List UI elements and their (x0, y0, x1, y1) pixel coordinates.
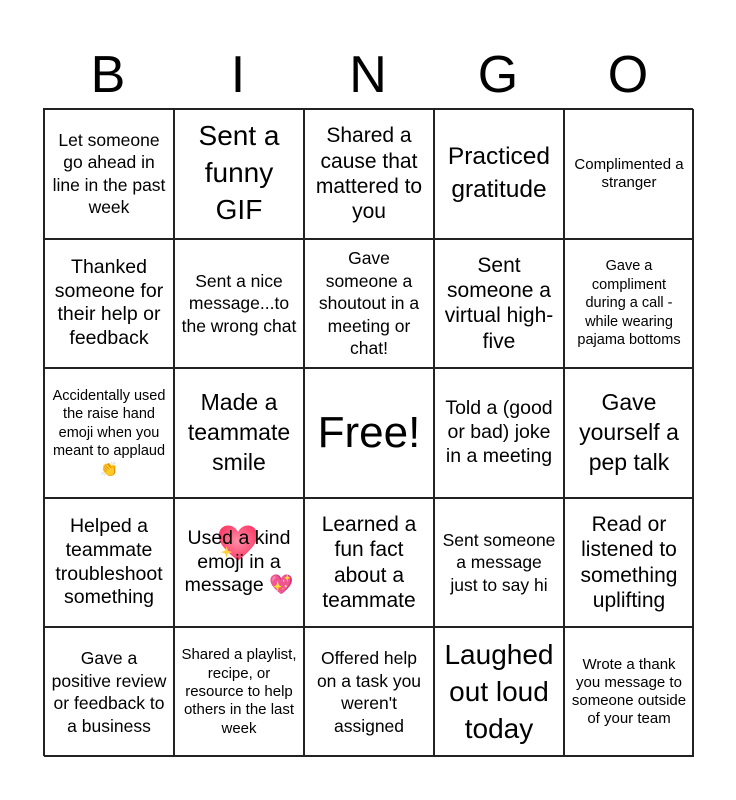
bingo-cell[interactable] (174, 109, 304, 239)
cell-text: Offered help on a task you weren't assigned (316, 648, 422, 736)
bingo-cell[interactable] (434, 627, 564, 757)
cell-text: Read or listened to something uplifting (580, 513, 678, 612)
cell-text: Shared a playlist, recipe, or resource to help others in the last week (181, 646, 297, 737)
bingo-header (43, 42, 693, 108)
bingo-cell[interactable] (304, 498, 434, 628)
bingo-cell[interactable] (304, 239, 434, 369)
cell-text: Gave a compliment during a call - while wearing pajama bottoms (577, 258, 681, 349)
bingo-cell[interactable] (304, 627, 434, 757)
cell-text: Accidentally used the raise hand emoji when you meant to applaud 👏 (52, 387, 166, 478)
cell-text: Made a teammate smile (187, 389, 291, 475)
cell-text: Wrote a thank you message to someone outside of your team (571, 655, 687, 728)
bingo-cell[interactable] (44, 239, 174, 369)
bingo-cell[interactable] (434, 498, 564, 628)
cell-text: Sent a nice message...to the wrong chat (181, 270, 297, 336)
header-letter-n: N (349, 46, 387, 104)
bingo-cell[interactable] (174, 627, 304, 757)
header-letter-g: G (477, 46, 519, 104)
bingo-cell[interactable] (44, 498, 174, 628)
bingo-cell[interactable] (564, 109, 694, 239)
cell-text: Let someone go ahead in line in the past week (52, 130, 166, 218)
cell-text: Sent someone a virtual high-five (444, 254, 554, 353)
header-letter-b: B (90, 46, 126, 104)
bingo-cell[interactable] (44, 109, 174, 239)
bingo-card (43, 108, 693, 756)
header-letter-o: O (607, 46, 649, 104)
bingo-cell[interactable] (564, 239, 694, 369)
bingo-cell[interactable] (564, 627, 694, 757)
cell-text: Thanked someone for their help or feedback (54, 255, 164, 350)
cell-text: Sent a funny GIF (198, 120, 280, 226)
bingo-cell[interactable] (174, 498, 304, 628)
bingo-cell[interactable] (564, 498, 694, 628)
bingo-cell[interactable] (304, 109, 434, 239)
bingo-cell[interactable] (44, 627, 174, 757)
free-cell[interactable] (304, 368, 434, 498)
cell-text: Gave someone a shoutout in a meeting or chat! (318, 248, 420, 358)
cell-text: Complimented a stranger (574, 155, 684, 191)
bingo-cell[interactable] (44, 368, 174, 498)
cell-text: Gave a positive review or feedback to a business (51, 648, 167, 736)
cell-text: Free! (317, 408, 421, 458)
bingo-cell[interactable] (434, 239, 564, 369)
cell-text: Shared a cause that mattered to you (315, 124, 423, 223)
cell-text: Learned a fun fact about a teammate (321, 513, 417, 612)
bingo-cell[interactable] (564, 368, 694, 498)
bingo-cell[interactable] (434, 368, 564, 498)
cell-text: Helped a teammate troubleshoot something (55, 515, 163, 609)
bingo-cell[interactable] (174, 368, 304, 498)
bingo-cell[interactable] (434, 109, 564, 239)
header-letter-i: I (230, 46, 246, 104)
cell-text: Sent someone a message just to say hi (442, 529, 556, 595)
cell-text: Practiced gratitude (447, 143, 551, 203)
cell-text: Used a kind emoji in a message 💖 (184, 526, 294, 597)
cell-text: Laughed out loud today (444, 638, 554, 744)
cell-text: Told a (good or bad) joke in a meeting (445, 397, 553, 467)
cell-text: Gave yourself a pep talk (579, 389, 679, 475)
bingo-cell[interactable] (174, 239, 304, 369)
